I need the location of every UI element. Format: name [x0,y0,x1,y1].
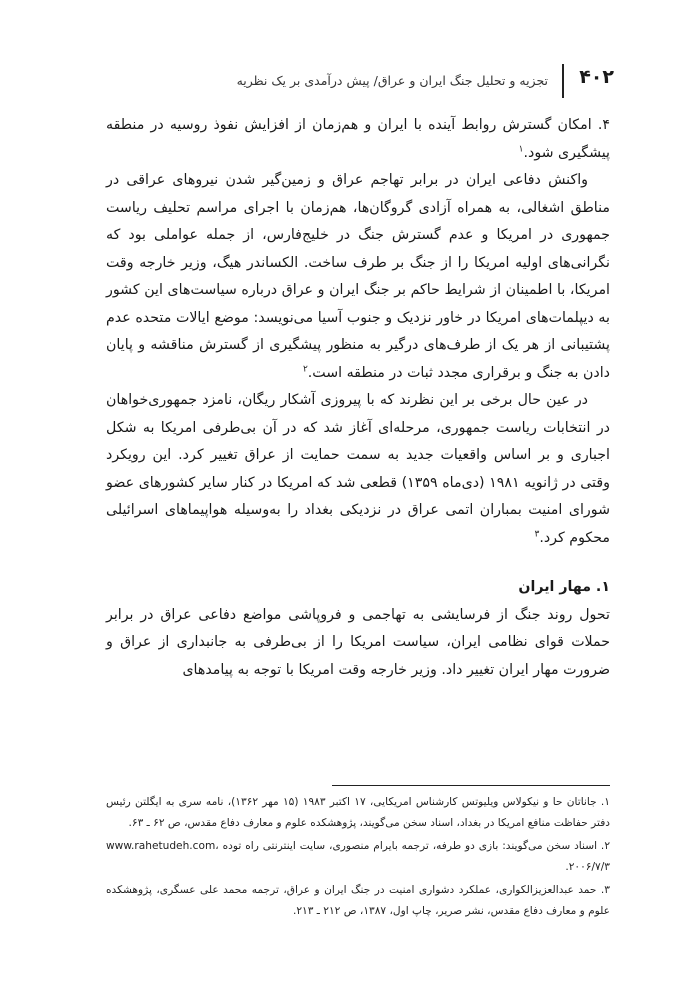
footnote-2: ۲. اسناد سخن می‌گویند: بازی دو طرفه، ترجمه بایرام منصوری، سایت اینترنتی راه توده www.rahetudeh.com، ۲۰۰۶/۷/۳. [106,840,611,873]
section-heading: ۱. مهار ایران [518,579,610,595]
footnotes [106,792,610,924]
page-header [86,64,614,98]
paragraph-2: واکنش دفاعی ایران در برابر تهاجم عراق و زمین‌گیر شدن نیروهای عراقی در مناطق اشغالی، به همراه آزادی گروگان‌ها، هم‌زمان با اجرای مراسم تحلیف ریاست جمهوری در امریکا و عدم گسترش جنگ در خلیج‌فارس، از جمله عواملی بود که نگرانی‌های اولیه امریکا را از جنگ بر طرف ساخت. الکساندر هیگ، وزیر خارجه وقت امریکا، با اطمینان از شرایط حاکم بر جنگ ایران و عراق درباره سیاست‌های این کشور به دیپلمات‌های امریکا در خاور نزدیک و جنوب آسیا می‌نویسد: موضع ایالات متحده عدم پشتیبانی از هر یک از طرف‌های درگیر به منظور پیشگیری از گسترش مناقشه و پایان دادن به جنگ و برقراری مجدد ثبات در منطقه است.$^۲$ [106,172,610,381]
running-title: تجزیه و تحلیل جنگ ایران و عراق/ پیش درآمدی بر یک نظریه [236,73,548,88]
footnote-divider [332,785,610,786]
footnote-ref-2: ۲ [302,363,308,374]
paragraph-4: تحول روند جنگ از فرسایشی به تهاجمی و فروپاشی مواضع دفاعی عراق در برابر حملات قوای نظامی ایران، سیاست امریکا را از بی‌طرفی به جانبداری از عراق و ضرورت مهار ایران تغییر داد. وزیر خارجه وقت امریکا با توجه به پیامدهای [106,606,610,678]
paragraph-3: در عین حال برخی بر این نظرند که با پیروزی آشکار ریگان، نامزد جمهوری‌خواهان در انتخابات ریاست جمهوری، مرحله‌ای آغاز شد که در آن بی‌طرفی امریکا به شکل اجباری و بر اساس واقعیات جدید به سمت حمایت از عراق تغییر کرد. این رویکرد وقتی در ژانویه ۱۹۸۱ (دی‌ماه ۱۳۵۹) قطعی شد که امریکا در کنار سایر کشورهای عضو شورای امنیت بمباران اتمی عراق در نزدیکی بغداد را به‌وسیله هواپیماهای اسرائیلی محکوم کرد.$^۳$ [106,392,610,546]
footnote-ref-1: ۱ [518,143,524,154]
footnote-1: ۱. جاناتان حا و نیکولاس ویلیوتس کارشناس امریکایی، ۱۷ اکتبر ۱۹۸۳ (۱۵ مهر ۱۳۶۲)، نامه سری به ایگلتن رئیس دفتر حفاظت منافع امریکا در بغداد، اسناد سخن می‌گویند، پژوهشکده علوم و معارف دفاع مقدس، ص ۶۲ ـ ۶۳. [106,796,610,829]
page-number: ۴۰۲ [579,66,614,88]
body-text [106,112,610,684]
footnote-2-url: www.rahetudeh.com [106,840,216,852]
header-divider [562,64,564,98]
footnote-ref-3: ۳ [534,528,540,539]
paragraph-1: ۴. امکان گسترش روابط آینده با ایران و هم‌زمان از افزایش نفوذ روسیه در منطقه پیشگیری شود.$^۱$ [106,117,610,161]
footnote-3: ۳. حمد عبدالعزیزالکواری، عملکرد دشواری امنیت در جنگ ایران و عراق، ترجمه محمد علی عسگری، پژوهشکده علوم و معارف دفاع مقدس، نشر صریر، چاپ اول، ۱۳۸۷، ص ۲۱۲ ـ ۲۱۳. [106,884,610,917]
